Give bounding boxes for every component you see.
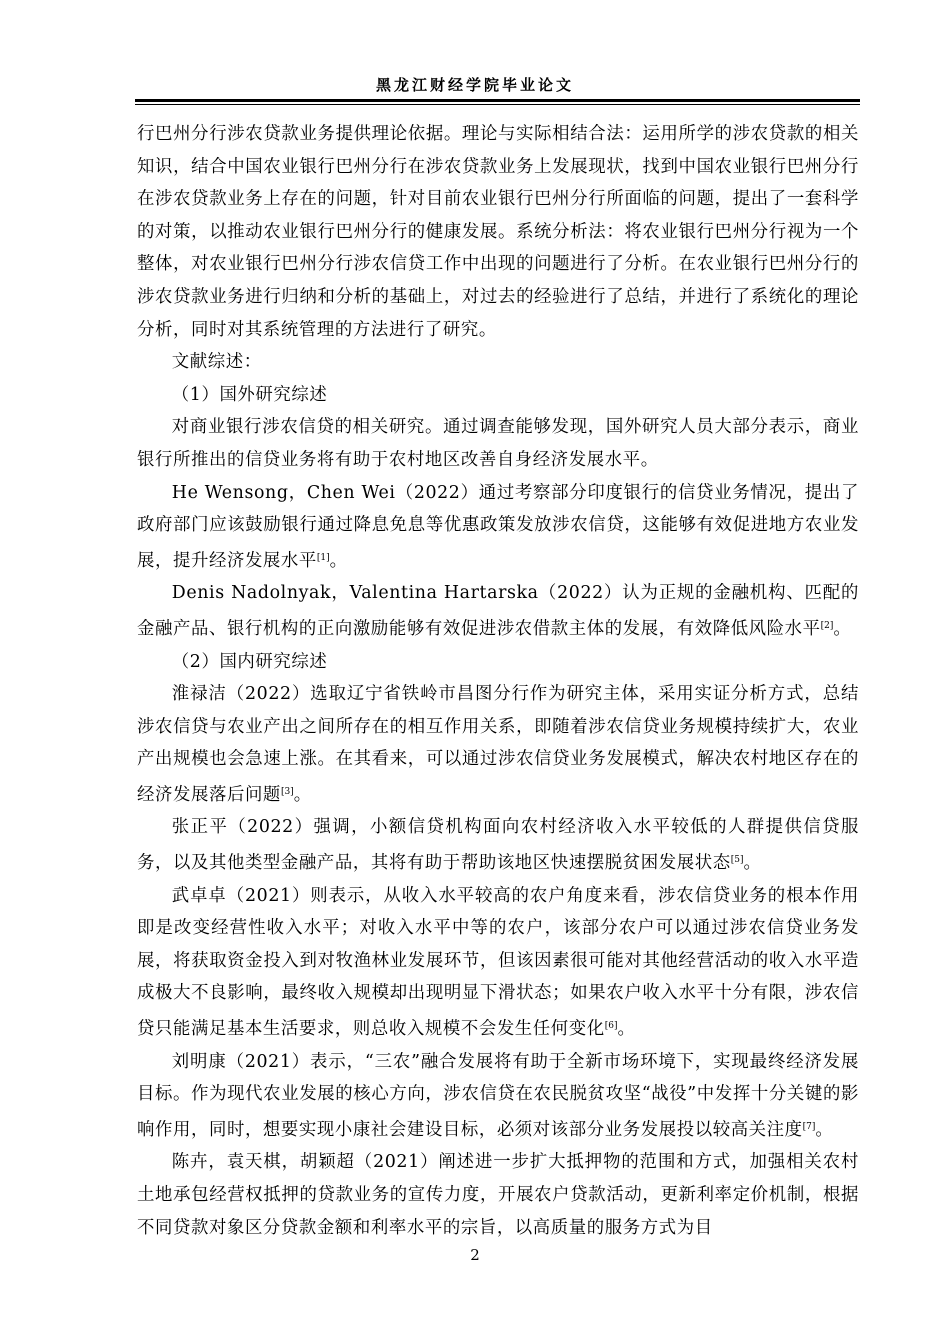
paragraph-tail: 。 (329, 550, 348, 571)
paragraph-text: 武卓卓（2021）则表示，从收入水平较高的农户角度来看，涉农信贷业务的根本作用即是改变经营性收入水平；对收入水平中等的农户，该部分农户可以通过涉农信贷业务发展，将获取资金投入到对牧渔林业发展环节，但该因素很可能对其他经营活动的收入水平造成极大不良影响，最终收入规模却出现明显下滑状态；如果农户收入水平十分有限，涉农信贷只能满足基本生活要求，则总收入规模不会发生任何变化 (137, 885, 859, 1040)
paragraph (137, 346, 859, 379)
citation-ref: [5] (730, 855, 744, 866)
paragraph (137, 379, 859, 412)
paragraph-tail: 。 (293, 784, 312, 805)
citation-ref: [3] (280, 786, 294, 797)
paragraph-text: 行巴州分行涉农贷款业务提供理论依据。理论与实际相结合法：运用所学的涉农贷款的相关知识，结合中国农业银行巴州分行在涉农贷款业务上发展现状，找到中国农业银行巴州分行在涉农贷款业务上存在的问题，针对目前农业银行巴州分行所面临的问题，提出了一套科学的对策，以推动农业银行巴州分行的健康发展。系统分析法：将农业银行巴州分行视为一个整体，对农业银行巴州分行涉农信贷工作中出现的问题进行了分析。在农业银行巴州分行的涉农贷款业务进行归纳和分析的基础上，对过去的经验进行了总结，并进行了系统化的理论分析，同时对其系统管理的方法进行了研究。 (137, 124, 859, 340)
paragraph (137, 880, 859, 1046)
paragraph-text: 刘明康（2021）表示，“三农”融合发展将有助于全新市场环境下，实现最终经济发展目标。作为现代农业发展的核心方向，涉农信贷在农民脱贫攻坚“战役”中发挥十分关键的影响作用，同时，想要实现小康社会建设目标，必须对该部分业务发展投以较高关注度 (137, 1051, 859, 1140)
subsection-heading: （2）国内研究综述 (171, 651, 328, 672)
header-rule-thin (135, 104, 860, 105)
citation-ref: [2] (820, 620, 834, 631)
paragraph-text: 陈卉，袁天棋，胡颖超（2021）阐述进一步扩大抵押物的范围和方式，加强相关农村土地承包经营权抵押的贷款业务的宣传力度，开展农户贷款活动，更新利率定价机制，根据不同贷款对象区分贷款金额和利率水平的宗旨，以高质量的服务方式为目 (137, 1152, 859, 1238)
running-header-title: 黑龙江财经学院毕业论文 (375, 76, 574, 94)
paragraph (137, 678, 859, 811)
paragraph-text: He Wensong，Chen Wei（2022）通过考察部分印度银行的信贷业务情况，提出了政府部门应该鼓励银行通过降息免息等优惠政策发放涉农信贷，这能够有效促进地方农业发展，提升经济发展水平 (137, 482, 859, 571)
subsection-heading: （1）国外研究综述 (171, 384, 328, 405)
citation-ref: [7] (802, 1121, 816, 1132)
paragraph (137, 1046, 859, 1147)
page-number: 2 (470, 1246, 480, 1264)
paragraph-text: 张正平（2022）强调，小额信贷机构面向农村经济收入水平较低的人群提供信贷服务，以及其他类型金融产品，其将有助于帮助该地区快速摆脱贫困发展状态 (137, 817, 859, 874)
header-rule-thick (135, 99, 860, 102)
paragraph (137, 477, 859, 578)
paragraph (137, 1146, 859, 1244)
citation-ref: [1] (316, 552, 330, 563)
paragraph-tail: 。 (833, 618, 852, 639)
paragraph (137, 577, 859, 645)
body-text (137, 118, 859, 1244)
paragraph (137, 411, 859, 476)
paragraph-text: Denis Nadolnyak，Valentina Hartarska（2022）认为正规的金融机构、匹配的金融产品、银行机构的正向激励能够有效促进涉农借款主体的发展，有效降低风险水平 (137, 583, 859, 639)
citation-ref: [6] (604, 1021, 618, 1032)
paragraph-text: 淮禄洁（2022）选取辽宁省铁岭市昌图分行作为研究主体，采用实证分析方式，总结涉农信贷与农业产出之间所存在的相互作用关系，即随着涉农信贷业务规模持续扩大，农业产出规模也会急速上涨。在其看来，可以通过涉农信贷业务发展模式，解决农村地区存在的经济发展落后问题 (137, 684, 859, 805)
paragraph-tail: 。 (815, 1119, 834, 1140)
paragraph-tail: 。 (743, 853, 762, 874)
paragraph-text: 对商业银行涉农信贷的相关研究。通过调查能够发现，国外研究人员大部分表示，商业银行所推出的信贷业务将有助于农村地区改善自身经济发展水平。 (137, 417, 859, 470)
section-label: 文献综述： (171, 352, 262, 373)
paragraph (137, 118, 859, 346)
paragraph-tail: 。 (617, 1019, 636, 1040)
paragraph (137, 646, 859, 679)
paragraph (137, 811, 859, 879)
